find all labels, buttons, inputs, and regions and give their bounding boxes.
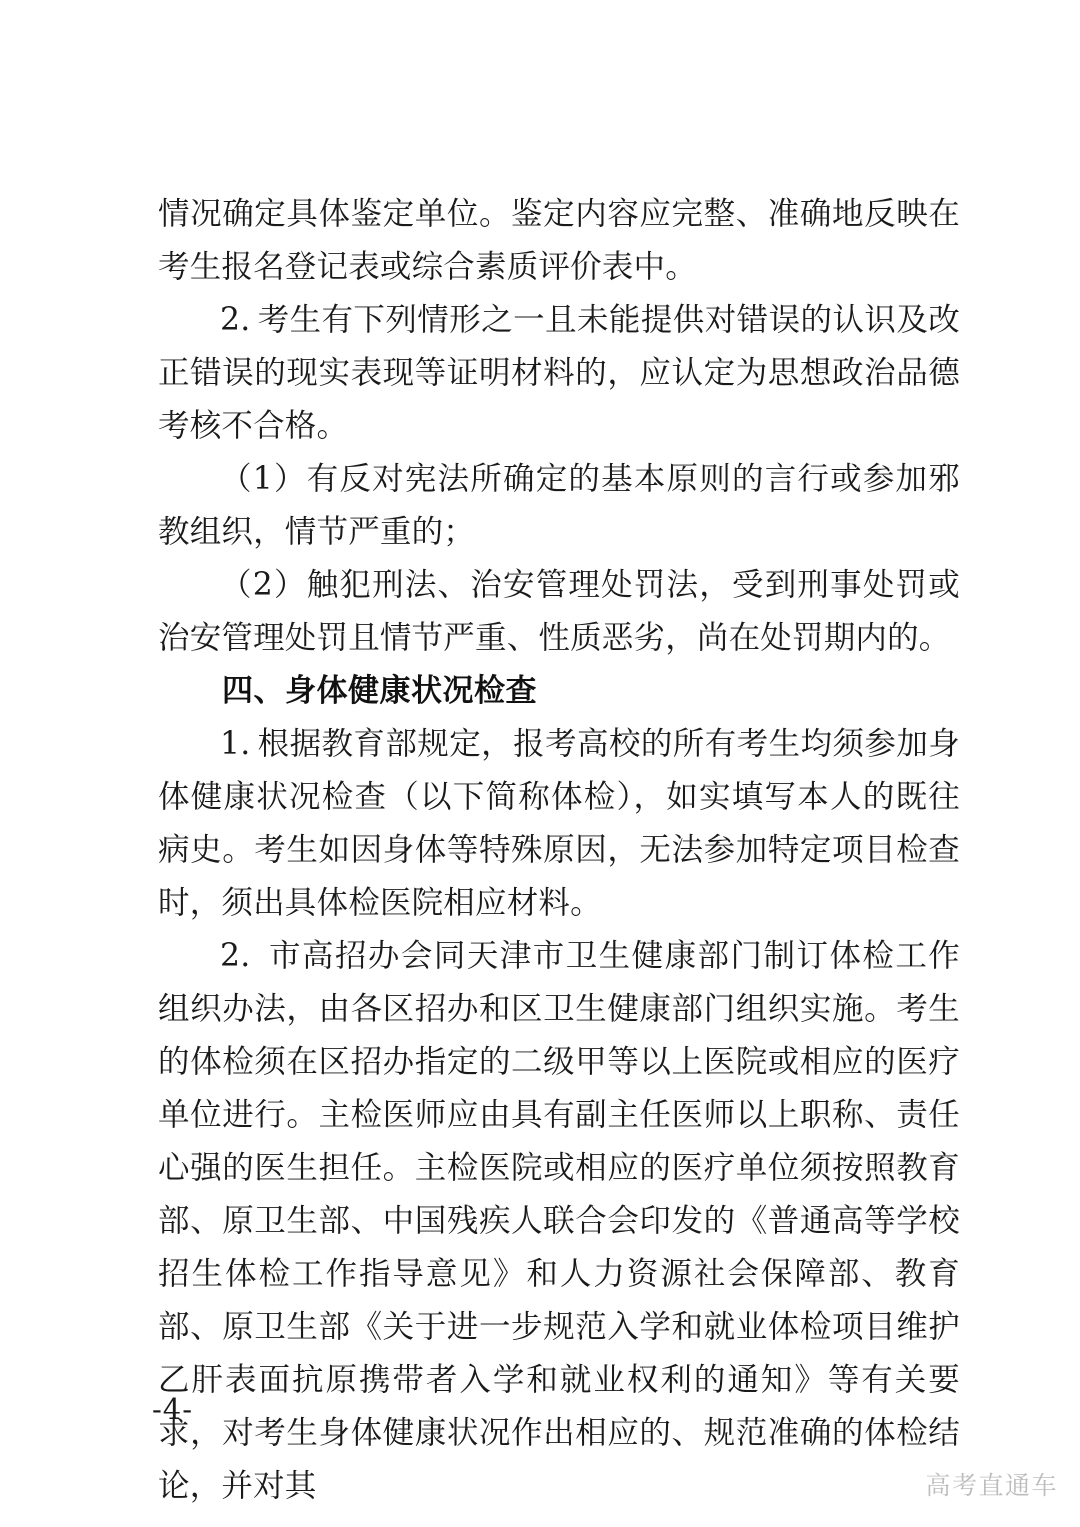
sub-item-1 [158,453,960,559]
sub-item-number: （1） [220,461,307,497]
numbered-item-h1 [158,718,960,930]
paragraph-continuation: 情况确定具体鉴定单位。鉴定内容应完整、准确地反映在考生报名登记表或综合素质评价表中。 [158,196,960,285]
numbered-item-h2 [158,930,960,1513]
item-number: 1. [220,726,251,762]
section-heading-four: 四、身体健康状况检查 [222,673,537,709]
sub-item-text: 有反对宪法所确定的基本原则的言行或参加邪教组织，情节严重的； [158,461,960,550]
item-text: 根据教育部规定，报考高校的所有考生均须参加身体健康状况检查（以下简称体检），如实填写本人的既往病史。考生如因身体等特殊原因，无法参加特定项目检查时，须出具体检医院相应材料。 [158,726,960,921]
item-number: 2. [220,302,251,338]
page-number: -4- [152,1392,194,1426]
item-text: 市高招办会同天津市卫生健康部门制订体检工作组织办法，由各区招办和区卫生健康部门组织实施。考生的体检须在区招办指定的二级甲等以上医院或相应的医疗单位进行。主检医师应由具有副主任医师以上职称、责任心强的医生担任。主检医院或相应的医疗单位须按照教育部、原卫生部、中国残疾人联合会印发的《普通高等学校招生体检工作指导意见》和人力资源社会保障部、教育部、原卫生部《关于进一步规范入学和就业体检项目维护乙肝表面抗原携带者入学和就业权利的通知》等有关要求，对考生身体健康状况作出相应的、规范准确的体检结论，并对其 [158,938,960,1504]
sub-item-2 [158,559,960,665]
item-number: 2. [220,938,251,974]
sub-item-number: （2） [220,567,307,603]
item-text: 考生有下列情形之一且未能提供对错误的认识及改正错误的现实表现等证明材料的，应认定为思想政治品德考核不合格。 [158,302,960,444]
sub-item-text: 触犯刑法、治安管理处罚法，受到刑事处罚或治安管理处罚且情节严重、性质恶劣，尚在处罚期内的。 [158,567,960,656]
watermark: 高考直通车 [925,1471,1058,1500]
numbered-item-2 [158,294,960,453]
document-text-block [158,188,960,1513]
